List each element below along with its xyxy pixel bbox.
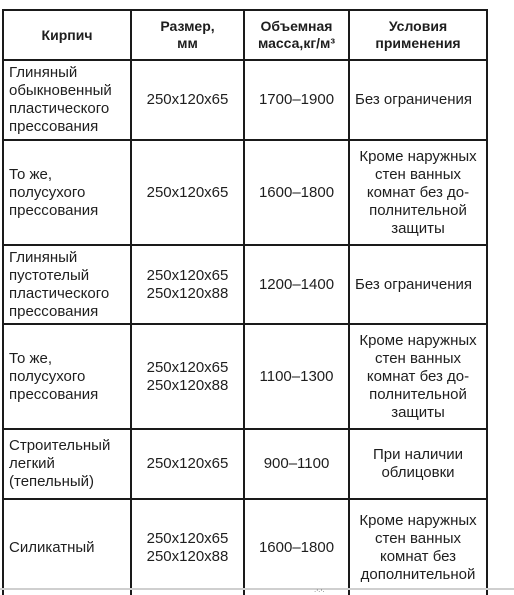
brick-use-cell: Без ограничения	[349, 245, 487, 324]
brick-kind-cell: Глиняный обыкновенный пластического прессования	[3, 60, 131, 140]
table-row	[3, 324, 487, 429]
header-size: Размер, мм	[131, 10, 244, 60]
table-row	[3, 60, 487, 140]
brick-size-cell: 250x120x65	[131, 60, 244, 140]
header-kind: Кирпич	[3, 10, 131, 60]
table-header-row	[3, 10, 487, 60]
brick-kind-cell: То же, полусухого прессования	[3, 324, 131, 429]
brick-size-cell: 250x120x65	[131, 140, 244, 245]
header-use: Условия применения	[349, 10, 487, 60]
brick-kind-cell: Силикатный	[3, 499, 131, 595]
header-density: Объемная масса,кг/м³	[244, 10, 349, 60]
table-row	[3, 140, 487, 245]
brick-kind-cell: Глиняный пустотелый пластического прессования	[3, 245, 131, 324]
table-row	[3, 499, 487, 595]
brick-use-cell: Без ограничения	[349, 60, 487, 140]
brick-density-cell: 1100–1300	[244, 324, 349, 429]
brick-density-cell: 1600–1800	[244, 140, 349, 245]
page-bottom-edge	[0, 588, 514, 590]
brick-use-cell: Кроме наружных стен ванных комнат без дополнительной	[349, 499, 487, 595]
brick-density-cell: 1600–1800	[244, 499, 349, 595]
brick-kind-cell: Строительный легкий (тепельный)	[3, 429, 131, 499]
scan-artifact: ·'·'·	[314, 588, 325, 595]
brick-properties-table	[2, 9, 488, 595]
brick-density-cell: 900–1100	[244, 429, 349, 499]
table-row	[3, 245, 487, 324]
brick-use-cell: При наличии облицовки	[349, 429, 487, 499]
table-row	[3, 429, 487, 499]
brick-size-cell: 250x120x65 250x120x88	[131, 324, 244, 429]
brick-use-cell: Кроме наружных стен ванных комнат без до- полнительной защиты	[349, 140, 487, 245]
brick-size-cell: 250x120x65	[131, 429, 244, 499]
brick-size-cell: 250x120x65 250x120x88	[131, 245, 244, 324]
brick-size-cell: 250x120x65 250x120x88	[131, 499, 244, 595]
brick-use-cell: Кроме наружных стен ванных комнат без до- полнительной защиты	[349, 324, 487, 429]
brick-density-cell: 1700–1900	[244, 60, 349, 140]
brick-density-cell: 1200–1400	[244, 245, 349, 324]
brick-kind-cell: То же, полусухого прессования	[3, 140, 131, 245]
